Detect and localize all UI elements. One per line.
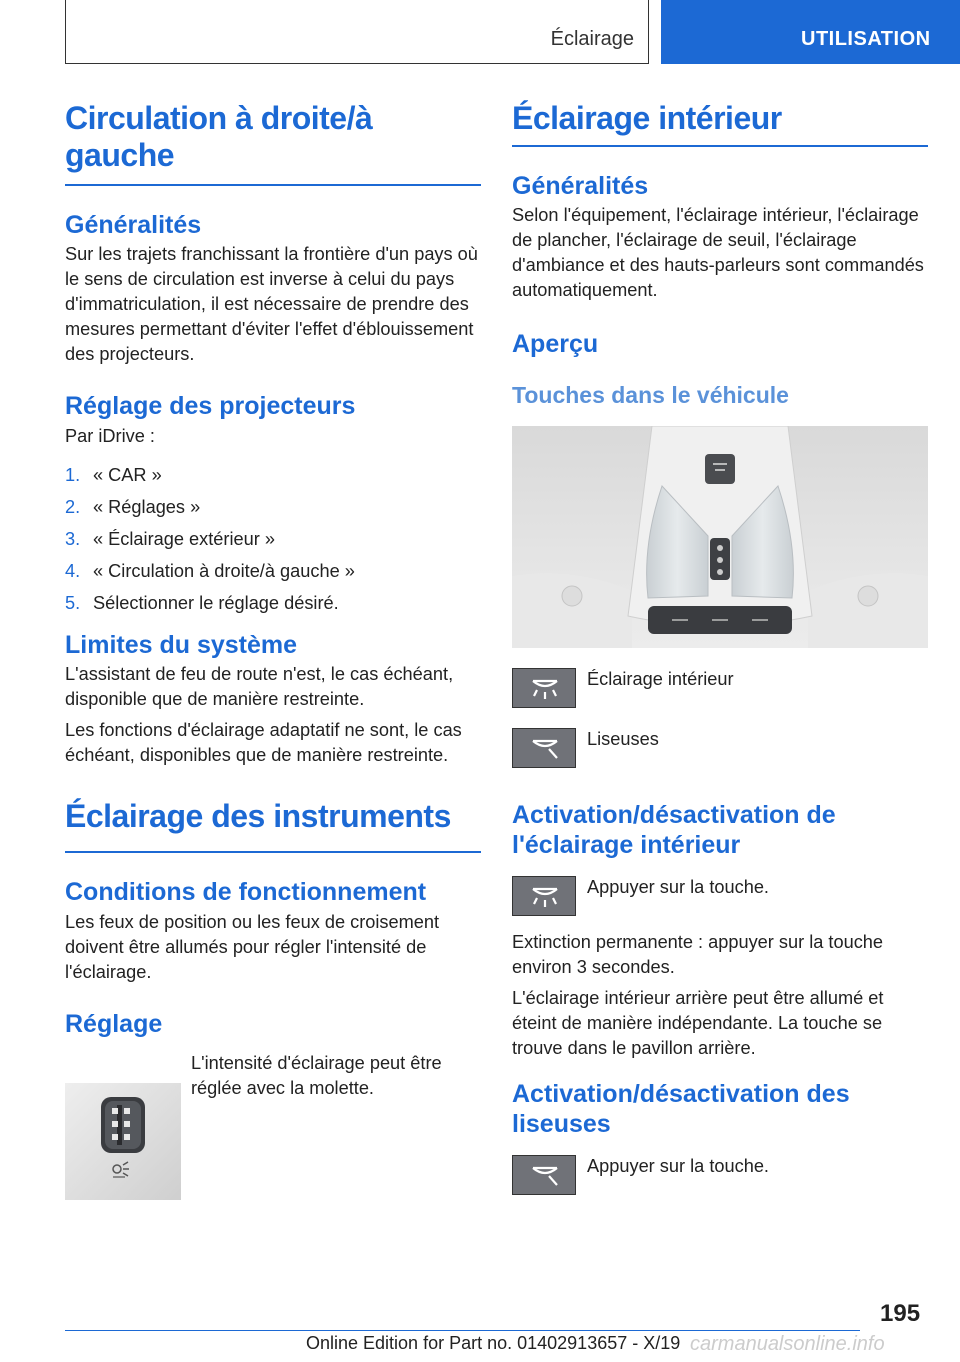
footer-edition: Online Edition for Part no. 01402913657 - X/19 (306, 1333, 681, 1353)
heading-conditions: Conditions de fonctionnement (65, 878, 427, 906)
legend-text-interior: Éclairage intérieur (587, 669, 734, 689)
step-number: 2. (65, 497, 81, 517)
heading-activation-liseuses: Activation/désactivation des liseuses (512, 1080, 850, 1138)
activation-liseuses-row (512, 1155, 928, 1199)
steps-list (65, 463, 481, 616)
footer-divider (65, 1330, 860, 1331)
paragraph-limites-1: L'assistant de feu de route n'est, le cas échéant, disponible que de manière restreinte. (65, 664, 454, 709)
dimmer-wheel-image (65, 1083, 181, 1200)
header-section-box (65, 0, 649, 64)
paragraph-conditions: Les feux de position ou les feux de croisement doivent être allumés pour régler l'intensité de l'éclairage. (65, 912, 440, 982)
list-item (65, 591, 481, 616)
activation-interieur-text: Appuyer sur la touche. (587, 877, 769, 897)
heading-limites: Limites du système (65, 631, 298, 659)
list-item (65, 527, 481, 552)
header-chapter-tab (661, 0, 960, 64)
step-number: 1. (65, 465, 81, 485)
heading-apercu: Aperçu (512, 330, 599, 358)
reading-light-icon (512, 728, 576, 768)
interior-light-icon (512, 668, 576, 708)
left-column (65, 100, 481, 1101)
chapter-divider (65, 851, 481, 853)
roof-console-illustration (512, 426, 928, 648)
step-text: « Réglages » (93, 497, 201, 517)
paragraph-extinction: Extinction permanente : appuyer sur la touche environ 3 secondes. (512, 932, 884, 977)
step-text: « CAR » (93, 465, 162, 485)
step-number: 5. (65, 593, 81, 613)
paragraph-reglage: L'intensité d'éclairage peut être réglée avec la molette. (191, 1053, 442, 1098)
step-text: « Éclairage extérieur » (93, 529, 275, 549)
heading-generalites-interieur: Généralités (512, 172, 649, 200)
heading-generalites: Généralités (65, 211, 202, 239)
chapter-divider (512, 145, 928, 147)
chapter-divider (65, 184, 481, 186)
paragraph-generalites: Sur les trajets franchissant la frontière d'un pays où le sens de circulation est inverse à celui du pays d'immatriculation, il est nécessaire de prendre des mesures permettant d'éviter l'effet d'éblouissement des projecteurs. (65, 244, 478, 364)
roof-console-photo (512, 426, 928, 648)
list-item (65, 495, 481, 520)
step-number: 3. (65, 529, 81, 549)
chapter-title-eclairage-interieur: Éclairage intérieur (512, 100, 782, 136)
step-text: Sélectionner le réglage désiré. (93, 593, 339, 613)
subheading-touches: Touches dans le véhicule (512, 382, 789, 408)
header-chapter-label: UTILISATION (801, 28, 931, 50)
paragraph-generalites-interieur: Selon l'équipement, l'éclairage intérieur, l'éclairage de plancher, l'éclairage de seuil, l'éclairage d'ambiance et des hauts-parleurs sont commandés automatiquement. (512, 205, 924, 300)
page-number: 195 (880, 1300, 921, 1327)
legend-text-reading: Liseuses (587, 729, 659, 749)
paragraph-par-idrive: Par iDrive : (65, 426, 155, 446)
list-item (65, 463, 481, 488)
activation-liseuses-text: Appuyer sur la touche. (587, 1156, 769, 1176)
chapter-title-instruments: Éclairage des instruments (65, 798, 451, 834)
dimmer-wheel-icon (65, 1083, 181, 1200)
heading-reglage-projecteurs: Réglage des projecteurs (65, 392, 356, 420)
legend-row-reading (512, 728, 928, 772)
legend-row-interior (512, 668, 928, 712)
footer-watermark: carmanualsonline.info (690, 1333, 885, 1355)
heading-activation-interieur: Activation/désactivation de l'éclairage intérieur (512, 801, 836, 859)
header-section-title: Éclairage (550, 28, 634, 50)
heading-reglage: Réglage (65, 1010, 163, 1038)
interior-light-icon (512, 876, 576, 916)
reading-light-icon (512, 1155, 576, 1195)
chapter-title-circulation: Circulation à droite/à gauche (65, 100, 373, 173)
step-text: « Circulation à droite/à gauche » (93, 561, 355, 581)
right-column (512, 100, 928, 1199)
step-number: 4. (65, 561, 81, 581)
list-item (65, 559, 481, 584)
paragraph-arriere: L'éclairage intérieur arrière peut être allumé et éteint de manière indépendante. La touche se trouve dans le pavillon arrière. (512, 988, 884, 1058)
paragraph-limites-2: Les fonctions d'éclairage adaptatif ne sont, le cas échéant, disponibles que de manière restreinte. (65, 720, 462, 765)
activation-interieur-row (512, 876, 928, 920)
